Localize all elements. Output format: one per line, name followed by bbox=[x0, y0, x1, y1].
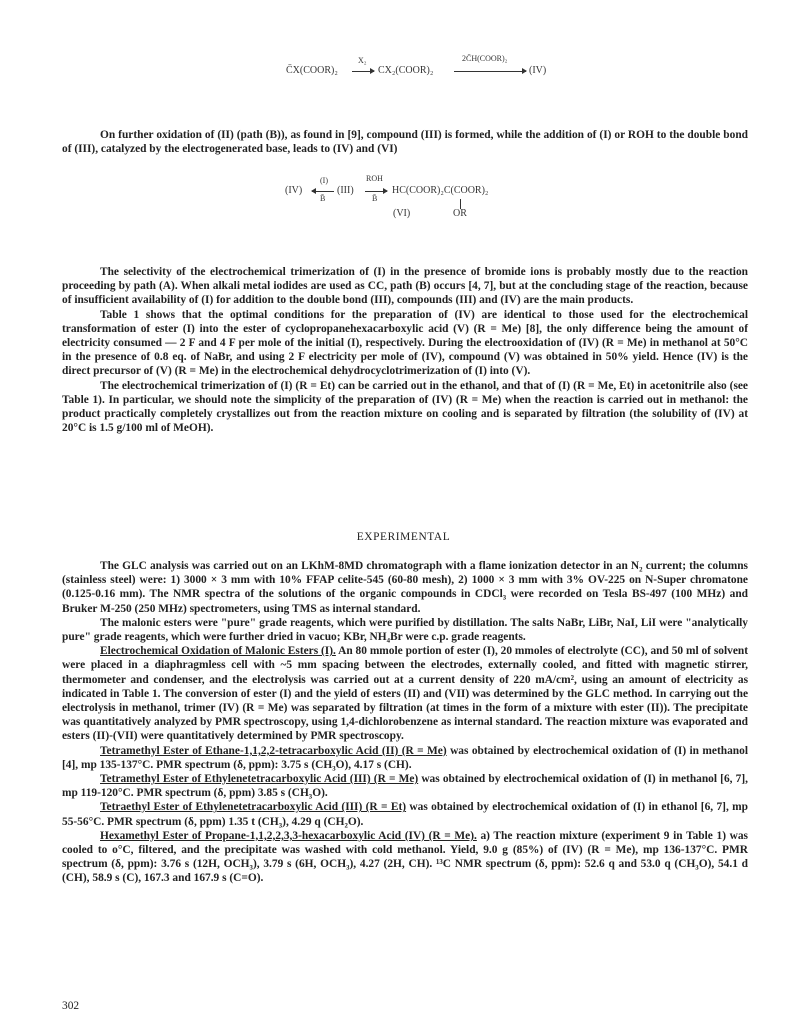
eq2-label-roh: ROH bbox=[366, 174, 383, 183]
eq1-intermediate: CX₂(COOR)₂ bbox=[378, 65, 434, 76]
experimental-paragraph: Electrochemical Oxidation of Malonic Esters (I). An 80 mmole portion of ester (I), 20 mmoles of electrolyte (CC), and 50 ml of solvent were placed in a diaphragmless cell with ~5 mm spacing between the electrodes, externally cooled, and fitted with magnetic stirrer, thermometer and condenser, and the electrolysis was carried out at a current density of 220 mA/cm², using an amount of electricity as indicated in Table 1. The conversion of ester (I) and the yield of esters (II) and (VII) was determined by the GLC method. In carrying out the electrolysis in methanol, trimer (IV) (R = Me) was separated by filtration (at times in the form of a mixture with ester (II)). The precipitate was quantitatively analyzed by PMR spectroscopy, using 1,4-dichlorobenzene as internal standard. The reaction mixture was evaporated and esters (II)-(VII) were quantitatively determined by PMR spectroscopy. bbox=[62, 645, 748, 743]
eq2-or: OR bbox=[453, 208, 467, 219]
experimental-paragraph: Tetramethyl Ester of Ethane-1,1,2,2-tetracarboxylic Acid (II) (R = Me) was obtained by electrochemical oxidation of (I) in methanol [4], mp 135-137°C. PMR spectrum (δ, ppm): 3.75 s (CH₃O), 4.17 s (CH). bbox=[62, 744, 748, 771]
page-number: 302 bbox=[62, 1000, 80, 1012]
subheading: Tetramethyl Ester of Ethane-1,1,2,2-tetracarboxylic Acid (II) (R = Me) bbox=[100, 744, 447, 757]
eq2-base-1: B̄ bbox=[320, 194, 326, 203]
experimental-paragraph: Tetramethyl Ester of Ethylenetetracarboxylic Acid (III) (R = Me) was obtained by electrochemical oxidation of (I) in methanol [6, 7], mp 119-120°C. PMR spectrum (δ, ppm) 3.85 s (CH₃O). bbox=[62, 773, 748, 800]
eq1-reactant: C̄X(COOR)₂ bbox=[286, 65, 338, 76]
discussion-paragraph: The selectivity of the electrochemical trimerization of (I) in the presence of bromide ions is probably mostly due to the reaction proceeding by path (A). When alkali metal iodides are used as CC, path (B) occurs [4, 7], but at the concluding stage of the reaction, because of insufficient availability of (I) for addition to the double bond (III), compounds (III) and (IV) are the main products. bbox=[62, 266, 748, 307]
eq2-arrow-left bbox=[312, 191, 334, 192]
section-heading: EXPERIMENTAL bbox=[356, 531, 451, 543]
subheading: Hexamethyl Ester of Propane-1,1,2,2,3,3-hexacarboxylic Acid (IV) (R = Me). bbox=[100, 829, 477, 842]
eq1-arrow2-label: 2C̄H(COOR)₂ bbox=[462, 54, 508, 63]
eq2-vi-label: (VI) bbox=[393, 208, 411, 219]
experimental-paragraph: The GLC analysis was carried out on an LKhM-8MD chromatograph with a flame ionization detector in an N₂ current; the columns (stainless steel) were: 1) 3000 × 3 mm with 10% FFAP celite-545 (60-80 mesh), 2) 1000 × 3 mm with 3% OV-225 on N-Super chromatone (0.125-0.16 mm). The NMR spectra of the solutions of the organic compounds in CDCl₃ were recorded on Tesla BS-497 (100 MHz) and Bruker M-250 (250 MHz) spectrometers, using TMS as internal standard. bbox=[62, 560, 748, 615]
eq2-iii: (III) bbox=[337, 185, 354, 196]
eq1-arrow-label: X₂ bbox=[358, 56, 367, 65]
eq1-product: (IV) bbox=[529, 65, 547, 76]
experimental-paragraph: Tetraethyl Ester of Ethylenetetracarboxylic Acid (III) (R = Et) was obtained by electrochemical oxidation of (I) in ethanol [6, 7], mp 55-56°C. PMR spectrum (δ, ppm) 1.35 t (CH₃), 4.29 q (CH₂O). bbox=[62, 801, 748, 828]
experimental-paragraph: The malonic esters were "pure" grade reagents, which were purified by distillation. The salts NaBr, LiBr, NaI, LiI were "analytically pure" grade reagents, which were further dried in vacuo; KBr, NH₄Br were c.p. grade reagents. bbox=[62, 616, 748, 644]
intro-paragraph bbox=[62, 128, 748, 156]
experimental-paragraph: Hexamethyl Ester of Propane-1,1,2,2,3,3-hexacarboxylic Acid (IV) (R = Me). a) The reaction mixture (experiment 9 in Table 1) was cooled to o°C, filtered, and the precipitate was washed with cold methanol. Yield, 9.0 g (85%) of (IV) (R = Me), mp 136-137°C. PMR spectrum (δ, ppm): 3.76 s (12H, OCH₃), 3.79 s (6H, OCH₃), 4.27 (2H, CH). ¹³C NMR spectrum (δ, ppm): 52.6 q and 53.0 q (CH₃O), 54.1 d (CH), 58.9 s (C), 167.3 and 167.9 s (C=O). bbox=[62, 829, 748, 885]
subheading: Tetramethyl Ester of Ethylenetetracarboxylic Acid (III) (R = Me) bbox=[100, 773, 419, 786]
eq2-iv: (IV) bbox=[285, 185, 303, 196]
eq2-base-2: B̄ bbox=[372, 194, 378, 203]
reaction-scheme-2 bbox=[285, 174, 535, 222]
subheading: Electrochemical Oxidation of Malonic Esters (I). bbox=[100, 645, 336, 658]
experimental-section bbox=[62, 559, 748, 886]
eq2-arrow-right bbox=[365, 191, 387, 192]
discussion-paragraph: The electrochemical trimerization of (I) (R = Et) can be carried out in the ethanol, and that of (I) (R = Me, Et) in acetonitrile also (see Table 1). In particular, we should note the simplicity of the preparation of (IV) (R = Me) when the reaction is carried out in methanol: the product practically completely crystallizes out from the reaction mixture on cooling and is separated by filtration (the solubility of (IV) at 20°C is 1.5 g/100 ml of MeOH). bbox=[62, 379, 748, 435]
subheading: Tetraethyl Ester of Ethylenetetracarboxylic Acid (III) (R = Et) bbox=[100, 801, 407, 814]
eq2-product: HC(COOR)₂C(COOR)₂ bbox=[392, 185, 489, 196]
discussion-section bbox=[62, 265, 748, 435]
eq1-arrow-2 bbox=[454, 71, 526, 72]
eq2-label-i: (I) bbox=[320, 176, 328, 185]
eq1-arrow-1 bbox=[352, 71, 374, 72]
intro-text: On further oxidation of (II) (path (B)), as found in [9], compound (III) is formed, while the addition of (I) or ROH to the double bond of (III), catalyzed by the electrogenerated base, leads to (IV) and (VI) bbox=[62, 129, 748, 156]
discussion-paragraph: Table 1 shows that the optimal conditions for the preparation of (IV) are identical to those used for the electrochemical transformation of ester (I) into the ester of cyclopropanehexacarboxylic acid (V) (R = Me) [8], the only difference being the amount of electricity consumed — 2 F and 4 F per mole of the initial (I), respectively. During the electrooxidation of (IV) (R = Me) in methanol at 50°C in the presence of 0.8 eq. of NaBr, and using 2 F electricity per mole of (IV), compound (V) was obtained in 50% yield. Hence (IV) is the direct precursor of (V) (R = Me) in the electrochemical dehydrocyclotrimerization of (I) into (V). bbox=[62, 308, 748, 378]
reaction-scheme-1 bbox=[286, 54, 547, 80]
